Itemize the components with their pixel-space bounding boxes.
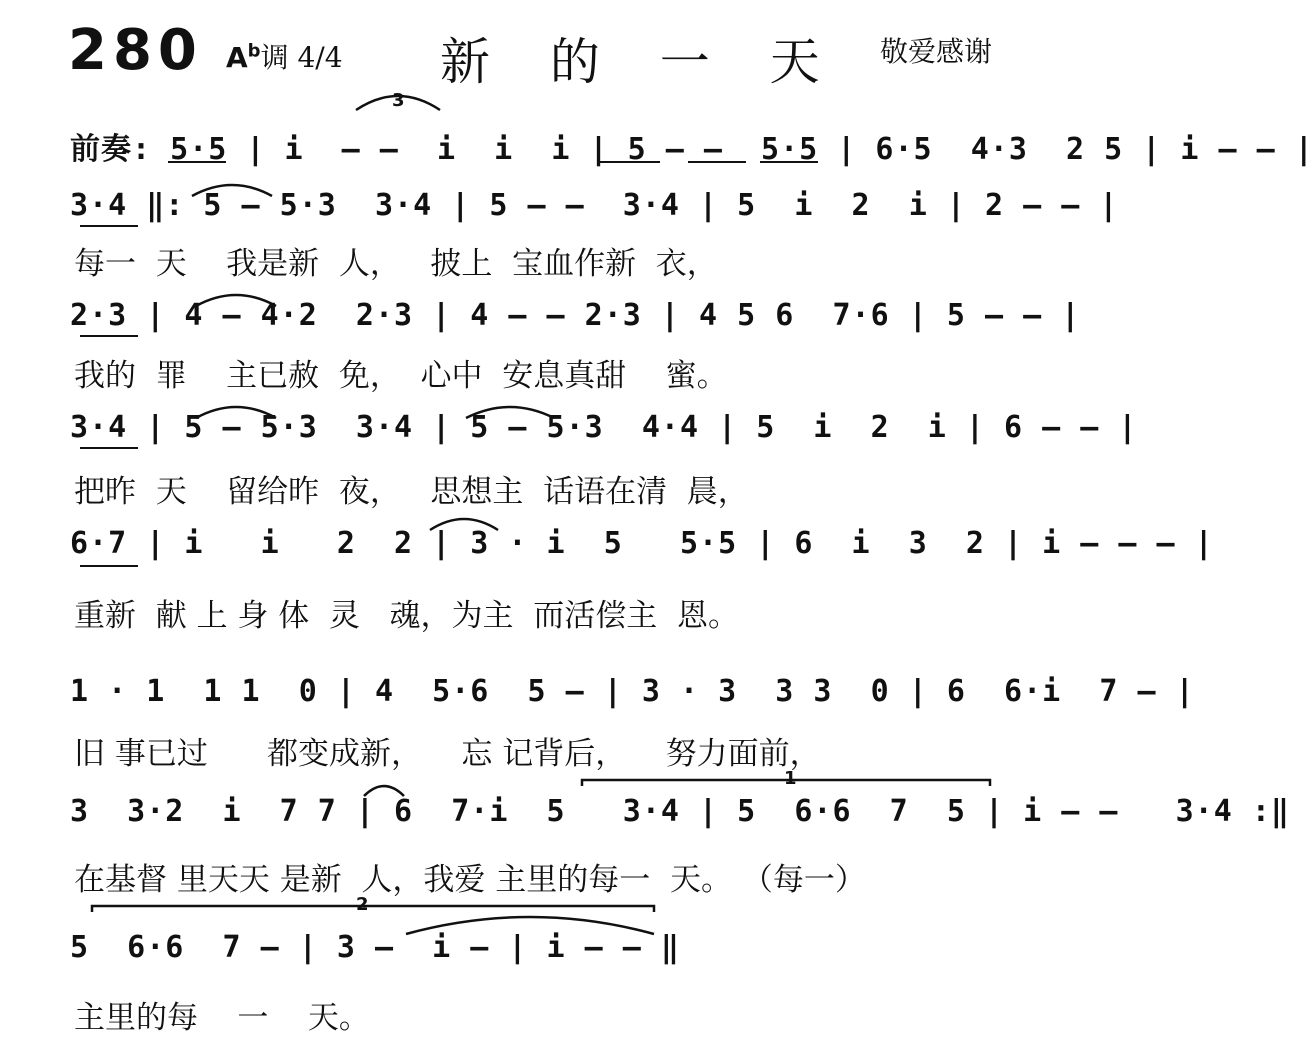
- triplet-bracket: [356, 96, 440, 110]
- notation-line-3: 3·4 | 5 – 5·3 3·4 | 5 – 5·3 4·4 | 5 i 2 i | 6 – – |: [70, 410, 1138, 445]
- author-credit: 敬爱感谢: [880, 35, 993, 68]
- lyrics-line-2: 我的 罪 主已赦 免， 心中 安息真甜 蜜。: [74, 358, 728, 394]
- key-and-meter: 调 4/4: [260, 41, 343, 74]
- lyrics-line-7: 主里的每 一 天。: [74, 1000, 370, 1036]
- intro-notation-line: 前奏: 5·5 | i – – i i i | 5 – – 5·5 | 6·5 4·3 2 5 | i – – |: [70, 132, 1314, 167]
- hymn-number: 280: [68, 18, 203, 83]
- lyrics-line-3: 把昨 天 留给昨 夜， 思想主 话语在清 晨，: [74, 474, 749, 510]
- notation-line-7: 5 6·6 7 – | 3 – i – | i – – ‖: [70, 930, 680, 965]
- lyrics-line-6: 在基督 里天天 是新 人，我爱 主里的每一 天。 （每一）: [74, 862, 866, 898]
- notation-line-6: 3 3·2 i 7 7 | 6 7·i 5 3·4 | 5 6·6 7 5 | i – – 3·4 :‖: [70, 794, 1290, 829]
- song-title: 新 的 一 天: [440, 33, 842, 91]
- lyrics-line-5: 旧 事已过 都变成新， 忘 记背后， 努力面前，: [74, 736, 821, 772]
- notation-line-1: 3·4 ‖: 5 – 5·3 3·4 | 5 – – 3·4 | 5 i 2 i | 2 – – |: [70, 188, 1119, 223]
- notation-line-5: 1 · 1 1 1 0 | 4 5·6 5 – | 3 · 3 3 3 0 | 6 6·i 7 – |: [70, 674, 1195, 709]
- key-letter: A: [226, 41, 248, 74]
- ending-2-number: 2: [356, 894, 369, 915]
- ending-1-number: 1: [784, 768, 797, 789]
- flat-sign: b: [247, 40, 261, 62]
- triplet-number: 3: [392, 90, 405, 111]
- lyrics-line-1: 每一 天 我是新 人， 披上 宝血作新 衣，: [74, 246, 718, 282]
- notation-line-2: 2·3 | 4 – 4·2 2·3 | 4 – – 2·3 | 4 5 6 7·6 | 5 – – |: [70, 298, 1081, 333]
- notation-line-4: 6·7 | i i 2 2 | 3 · i 5 5·5 | 6 i 3 2 | i – – – |: [70, 526, 1214, 561]
- ending-1-bracket: [582, 780, 990, 786]
- ending-2-bracket: [92, 906, 654, 912]
- lyrics-line-4: 重新 献 上 身 体 灵 魂，为主 而活偿主 恩。: [74, 598, 739, 634]
- key-signature: [226, 36, 343, 76]
